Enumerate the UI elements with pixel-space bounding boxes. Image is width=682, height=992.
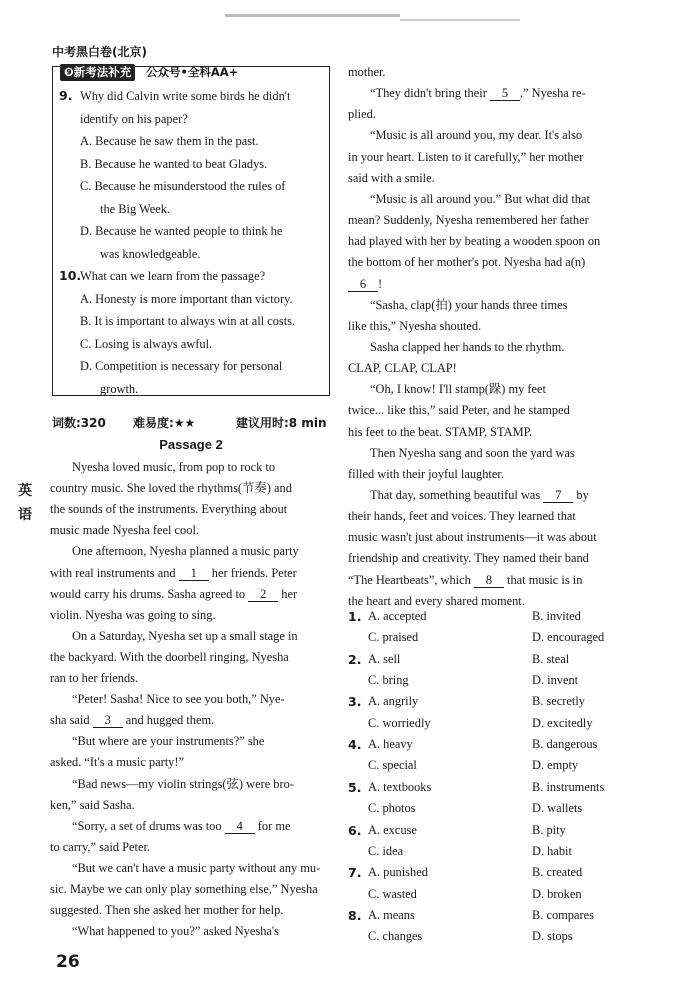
option-b: B. instruments	[532, 779, 605, 794]
question-number: 10.	[59, 268, 82, 283]
passage-line	[348, 358, 630, 379]
text-segment: mean? Suddenly, Nyesha remembered her father	[348, 213, 589, 228]
question-stem: What can we learn from the passage?	[80, 269, 266, 283]
text-segment: his feet to the beat. STAMP, STAMP.	[348, 424, 533, 439]
passage-line	[348, 231, 630, 252]
question-option: the Big Week.	[100, 201, 171, 216]
text-segment: “They didn't bring their	[370, 86, 490, 101]
option-a: A. excuse	[368, 822, 417, 837]
passage-line	[348, 400, 630, 421]
passage-line	[72, 921, 332, 942]
option-a: A. textbooks	[368, 779, 432, 794]
passage-line	[348, 464, 630, 485]
option-c: C. bring	[368, 673, 409, 687]
question-option: A. Honesty is more important than victory.	[80, 291, 293, 306]
text-segment: her friends. Peter	[208, 565, 297, 580]
option-c: C. praised	[368, 630, 419, 645]
text-segment: “Sasha, clap(拍) your hands three times	[370, 297, 568, 312]
text-segment: by	[573, 488, 589, 502]
passage-line	[370, 295, 630, 316]
question-option: B. Because he wanted to beat Gladys.	[80, 156, 268, 171]
text-segment: would carry his drums. Sasha agreed to	[50, 586, 249, 601]
passage-line	[348, 570, 630, 591]
passage-line	[348, 548, 630, 569]
text-segment: said with a smile.	[348, 170, 435, 185]
option-c: C. changes	[368, 929, 423, 944]
blank-number: 7	[543, 488, 573, 503]
text-segment: “Sorry, a set of drums was too	[72, 818, 225, 833]
text-segment: for me	[254, 818, 291, 833]
answer-number: 7.	[348, 865, 362, 881]
text-segment: Nyesha loved music, from pop to rock to	[72, 460, 276, 474]
page-number: 26	[56, 952, 80, 972]
passage-line	[370, 83, 630, 104]
option-d: D. wallets	[532, 801, 583, 816]
question-option: A. Because he saw them in the past.	[80, 134, 259, 148]
passage-line	[370, 337, 630, 358]
passage-line	[50, 837, 332, 858]
passage-line	[370, 379, 630, 400]
passage-line	[72, 816, 332, 837]
text-segment: the bottom of her mother's pot. Nyesha had a(n)	[348, 255, 586, 270]
answer-number: 3.	[348, 694, 362, 710]
passage-line	[72, 457, 332, 478]
option-a: A. punished	[368, 865, 428, 880]
passage-line	[50, 499, 332, 520]
text-segment: to carry,” said Peter.	[50, 839, 151, 854]
passage-line	[348, 422, 630, 443]
text-segment: suggested. Then she asked her mother for help.	[50, 903, 284, 918]
text-segment: music wasn't just about instruments—it was about	[348, 530, 597, 545]
book-title: 中考黑白卷(北京)	[52, 45, 147, 59]
passage-line	[348, 104, 630, 125]
blank-number: 5	[490, 86, 520, 101]
text-segment: “But we can't have a music party without any mu-	[72, 860, 321, 875]
text-segment: “Music is all around you.” But what did that	[370, 191, 590, 206]
text-segment: violin. Nyesha was going to sing.	[50, 607, 216, 622]
text-segment: Then Nyesha sang and soon the yard was	[370, 445, 575, 460]
text-segment: mother.	[348, 65, 386, 79]
passage-line	[50, 478, 332, 499]
passage-line	[50, 710, 332, 731]
blank-number: 3	[93, 713, 123, 728]
blank-number: 6	[348, 277, 378, 292]
text-segment: the heart and every shared moment.	[348, 593, 525, 608]
text-segment: “But where are your instruments?” she	[72, 734, 265, 749]
badge-note: 公众号•全科AA+	[146, 65, 239, 79]
passage-line	[72, 626, 332, 647]
passage-line	[72, 731, 332, 752]
answer-number: 2.	[348, 651, 362, 667]
passage-line	[72, 858, 332, 879]
passage-line	[50, 879, 332, 900]
option-d: D. habit	[532, 843, 572, 858]
text-segment: with real instruments and	[50, 565, 179, 580]
text-segment: filled with their joyful laughter.	[348, 466, 504, 481]
passage-line	[50, 563, 332, 584]
text-segment: their hands, feet and voices. They learned that	[348, 509, 576, 524]
passage-line	[50, 584, 332, 605]
passage-line	[50, 647, 332, 668]
question-option: B. It is important to always win at all costs.	[80, 314, 296, 328]
text-segment: ran to her friends.	[50, 671, 139, 685]
text-segment: twice... like this,” said Peter, and he stamped	[348, 403, 570, 418]
passage-line	[50, 795, 332, 816]
blank-number: 2	[248, 587, 278, 602]
text-segment: the sounds of the instruments. Everything about	[50, 502, 288, 517]
question-stem: identify on his paper?	[80, 111, 188, 126]
passage-line	[370, 125, 630, 146]
text-segment: that music is in	[503, 572, 583, 587]
text-segment: asked. “It's a music party!”	[50, 755, 185, 770]
text-segment: Sasha clapped her hands to the rhythm.	[370, 339, 565, 354]
blank-number: 8	[474, 573, 504, 588]
option-a: A. sell	[368, 651, 401, 666]
question-option: was knowledgeable.	[100, 246, 201, 261]
passage-line	[72, 689, 332, 710]
question-stem: Why did Calvin write some birds he didn't	[80, 89, 291, 103]
text-segment: the backyard. With the doorbell ringing, Nyesha	[50, 649, 289, 664]
question-option: D. Competition is necessary for personal	[80, 359, 283, 373]
side-label-english-2: 语	[18, 507, 32, 523]
text-segment: “What happened to you?” asked Nyesha's	[72, 924, 279, 939]
passage-line	[348, 210, 630, 231]
option-d: D. invent	[532, 673, 579, 687]
passage-line	[370, 485, 630, 506]
answer-number: 8.	[348, 907, 362, 923]
passage-line	[50, 752, 332, 773]
passage-line	[50, 605, 332, 626]
word-count: 词数:320	[52, 416, 106, 430]
text-segment: “Bad news—my violin strings(弦) were bro-	[72, 776, 294, 791]
option-c: C. worriedly	[368, 715, 431, 730]
passage-line	[348, 274, 630, 295]
blank-number: 4	[225, 819, 255, 834]
text-segment: On a Saturday, Nyesha set up a small stage in	[72, 628, 298, 643]
passage-line	[348, 168, 630, 189]
text-segment: had played with her by beating a wooden spoon on	[348, 234, 601, 249]
text-segment: her	[278, 586, 298, 601]
option-b: B. compares	[532, 907, 594, 922]
option-d: D. stops	[532, 929, 573, 944]
question-option: D. Because he wanted people to think he	[80, 224, 283, 238]
passage-line	[370, 189, 630, 210]
text-segment: “Peter! Sasha! Nice to see you both,” Nye-	[72, 692, 285, 707]
passage-line	[370, 443, 630, 464]
answer-number: 6.	[348, 822, 362, 838]
answer-number: 4.	[348, 737, 362, 753]
passage-line	[348, 62, 630, 83]
passage-line	[348, 252, 630, 273]
text-segment: !	[378, 276, 383, 291]
option-b: B. dangerous	[532, 737, 598, 752]
passage-line	[50, 520, 332, 541]
passage-line	[348, 527, 630, 548]
passage-line	[348, 147, 630, 168]
question-option: C. Because he misunderstood the rules of	[80, 179, 286, 193]
side-label-english-1: 英	[18, 483, 32, 499]
option-a: A. angrily	[368, 694, 419, 709]
text-segment: and hugged them.	[122, 713, 215, 728]
top-decoration-2	[400, 19, 520, 21]
passage-line	[50, 668, 332, 689]
text-segment: ken,” said Sasha.	[50, 797, 135, 812]
answer-number: 1.	[348, 609, 362, 624]
text-segment: country music. She loved the rhythms(节奏) and	[50, 481, 292, 496]
text-segment: “Oh, I know! I'll stamp(跺) my feet	[370, 382, 546, 397]
option-d: D. excitedly	[532, 715, 593, 730]
option-d: D. encouraged	[532, 630, 605, 645]
option-b: B. created	[532, 865, 583, 880]
suggested-time: 建议用时:8 min	[236, 416, 327, 430]
option-c: C. photos	[368, 801, 416, 816]
option-d: D. broken	[532, 886, 582, 901]
text-segment: “The Heartbeats”, which	[348, 572, 474, 587]
option-a: A. accepted	[368, 609, 427, 623]
new-exam-badge: ❾新考法补充	[60, 64, 135, 81]
text-segment: That day, something beautiful was	[370, 488, 544, 502]
answer-number: 5.	[348, 779, 362, 795]
question-option: C. Losing is always awful.	[80, 336, 213, 351]
text-segment: sha said	[50, 713, 93, 728]
question-option: growth.	[100, 381, 139, 396]
passage-title: Passage 2	[159, 437, 223, 452]
option-b: B. steal	[532, 651, 570, 666]
passage-line	[50, 900, 332, 921]
option-b: B. invited	[532, 609, 581, 623]
passage-line	[72, 774, 332, 795]
passage-line	[348, 316, 630, 337]
text-segment: ,” Nyesha re-	[519, 86, 586, 101]
text-segment: friendship and creativity. They named their band	[348, 551, 589, 566]
option-b: B. secretly	[532, 694, 585, 709]
top-decoration	[225, 14, 400, 17]
passage-line	[348, 506, 630, 527]
text-segment: “Music is all around you, my dear. It's also	[370, 128, 583, 143]
text-segment: plied.	[348, 107, 376, 122]
option-a: A. means	[368, 907, 415, 922]
text-segment: sic. Maybe we can only play something else,” Nyesha	[50, 882, 318, 896]
option-c: C. special	[368, 758, 417, 773]
text-segment: One afternoon, Nyesha planned a music party	[72, 544, 299, 559]
blank-number: 1	[179, 566, 209, 581]
option-d: D. empty	[532, 758, 579, 773]
passage-line	[72, 541, 332, 562]
option-a: A. heavy	[368, 737, 413, 752]
option-b: B. pity	[532, 822, 566, 837]
question-number: 9.	[59, 88, 73, 103]
difficulty: 难易度:★★	[133, 416, 196, 430]
text-segment: CLAP, CLAP, CLAP!	[348, 361, 457, 376]
option-c: C. idea	[368, 843, 404, 858]
text-segment: in your heart. Listen to it carefully,” her mother	[348, 149, 584, 164]
text-segment: like this,” Nyesha shouted.	[348, 318, 482, 333]
text-segment: music made Nyesha feel cool.	[50, 523, 199, 538]
option-c: C. wasted	[368, 886, 417, 901]
